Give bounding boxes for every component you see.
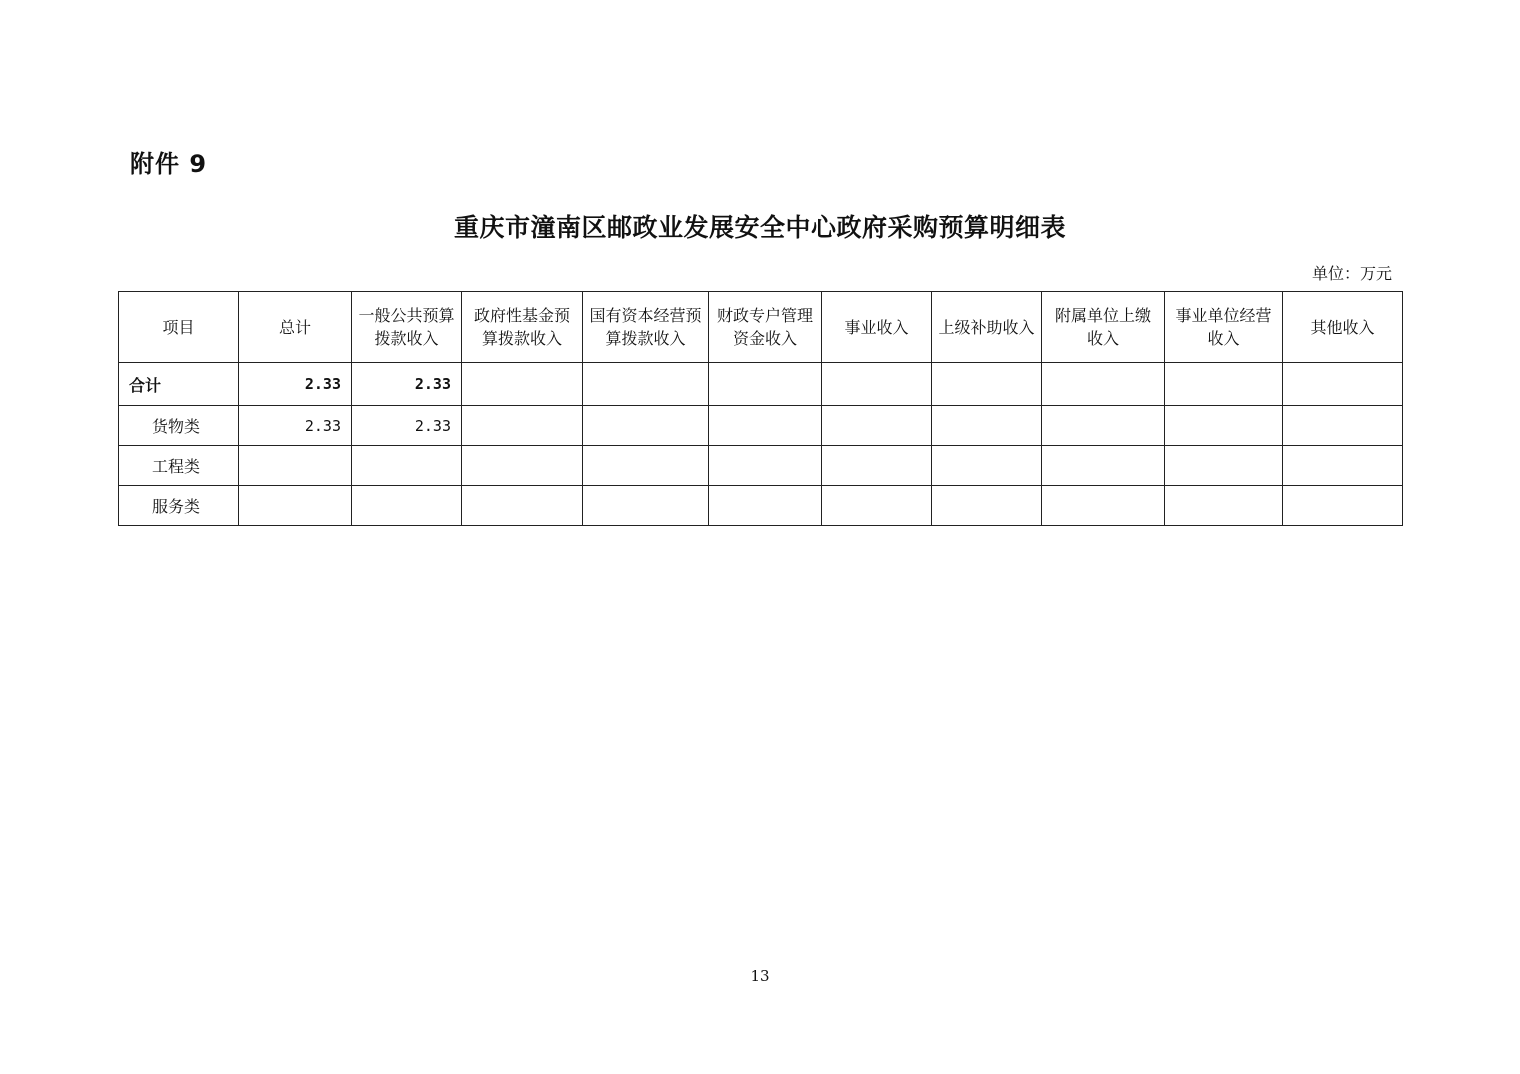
row-label: 货物类 bbox=[119, 406, 239, 446]
table-header-row bbox=[119, 292, 1403, 363]
table-cell bbox=[1042, 406, 1165, 446]
table-cell bbox=[352, 486, 462, 526]
header-superior-subsidy: 上级补助收入 bbox=[932, 292, 1042, 363]
table-cell bbox=[822, 446, 932, 486]
table-cell bbox=[1165, 446, 1283, 486]
table-cell bbox=[583, 446, 709, 486]
table-cell bbox=[462, 406, 583, 446]
table-cell bbox=[1042, 446, 1165, 486]
table-cell bbox=[239, 486, 352, 526]
row-label: 服务类 bbox=[119, 486, 239, 526]
table-cell bbox=[462, 363, 583, 406]
table-cell bbox=[932, 446, 1042, 486]
header-total: 总计 bbox=[239, 292, 352, 363]
header-fiscal-account: 财政专户管理资金收入 bbox=[709, 292, 822, 363]
page-number: 13 bbox=[750, 967, 770, 985]
attachment-label: 附件 9 bbox=[130, 150, 208, 178]
header-item: 项目 bbox=[119, 292, 239, 363]
table-cell bbox=[709, 486, 822, 526]
table-cell bbox=[822, 406, 932, 446]
table-cell: 2.33 bbox=[239, 406, 352, 446]
budget-table bbox=[118, 291, 1403, 526]
table-cell bbox=[1283, 363, 1403, 406]
header-other-income: 其他收入 bbox=[1283, 292, 1403, 363]
header-government-fund: 政府性基金预算拨款收入 bbox=[462, 292, 583, 363]
header-business-income: 事业收入 bbox=[822, 292, 932, 363]
table-cell bbox=[1283, 446, 1403, 486]
table-cell bbox=[709, 446, 822, 486]
table-cell bbox=[709, 406, 822, 446]
table-row-engineering bbox=[119, 446, 1403, 486]
table-row-services bbox=[119, 486, 1403, 526]
table-cell bbox=[1042, 363, 1165, 406]
document-title: 重庆市潼南区邮政业发展安全中心政府采购预算明细表 bbox=[453, 213, 1066, 242]
table-cell: 2.33 bbox=[352, 363, 462, 406]
row-label: 工程类 bbox=[119, 446, 239, 486]
table-cell: 2.33 bbox=[352, 406, 462, 446]
table-cell bbox=[1165, 486, 1283, 526]
header-state-capital: 国有资本经营预算拨款收入 bbox=[583, 292, 709, 363]
table-cell bbox=[932, 363, 1042, 406]
header-business-operations: 事业单位经营收入 bbox=[1165, 292, 1283, 363]
table-cell: 2.33 bbox=[239, 363, 352, 406]
table-cell bbox=[1165, 406, 1283, 446]
table-cell bbox=[822, 363, 932, 406]
table-cell bbox=[1165, 363, 1283, 406]
table-cell bbox=[462, 486, 583, 526]
table-cell bbox=[352, 446, 462, 486]
table-cell bbox=[1283, 406, 1403, 446]
row-label: 合计 bbox=[119, 363, 239, 406]
table-cell bbox=[932, 406, 1042, 446]
table-row-total bbox=[119, 363, 1403, 406]
table-cell bbox=[583, 406, 709, 446]
table-row-goods bbox=[119, 406, 1403, 446]
table-cell bbox=[462, 446, 583, 486]
header-general-budget: 一般公共预算拨款收入 bbox=[352, 292, 462, 363]
table-cell bbox=[1283, 486, 1403, 526]
table-cell bbox=[822, 486, 932, 526]
table-cell bbox=[932, 486, 1042, 526]
table-cell bbox=[239, 446, 352, 486]
table-cell bbox=[1042, 486, 1165, 526]
table-cell bbox=[583, 486, 709, 526]
unit-label: 单位：万元 bbox=[1311, 264, 1392, 283]
table-cell bbox=[709, 363, 822, 406]
header-affiliated-units: 附属单位上缴收入 bbox=[1042, 292, 1165, 363]
table-cell bbox=[583, 363, 709, 406]
